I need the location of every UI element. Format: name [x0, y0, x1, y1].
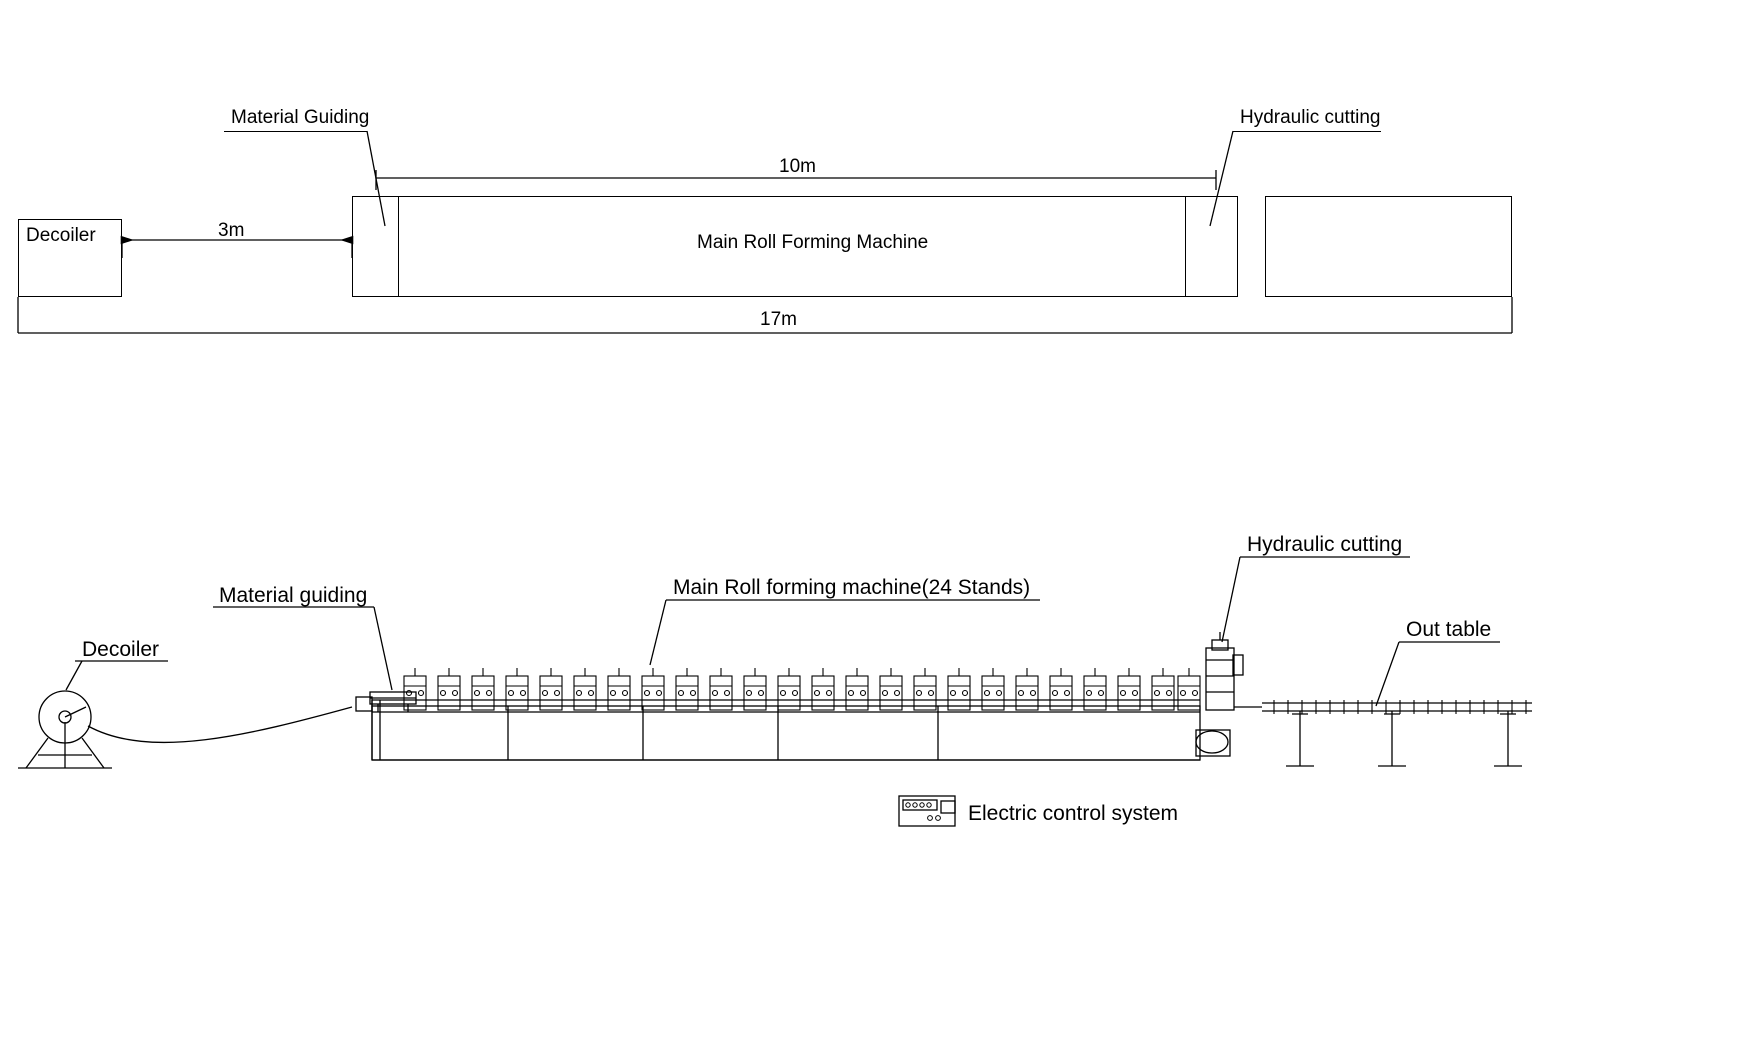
top-decoiler-label: Decoiler [26, 225, 96, 246]
side-main-machine-label: Main Roll forming machine(24 Stands) [673, 576, 1031, 599]
top-hydraulic-cutting-leader-h [1233, 131, 1381, 132]
dimension-10m-label: 10m [779, 156, 816, 177]
side-decoiler-label: Decoiler [82, 638, 160, 661]
side-out-table-label: Out table [1406, 618, 1492, 641]
top-material-guiding-label: Material Guiding [231, 107, 370, 128]
side-hydraulic-cutting-label: Hydraulic cutting [1247, 533, 1403, 556]
side-electric-control-label: Electric control system [968, 802, 1179, 825]
top-cutting-divider [1185, 196, 1186, 297]
top-out-table-box [1265, 196, 1512, 297]
top-material-guiding-leader-h [224, 131, 367, 132]
side-material-guiding-label: Material guiding [219, 584, 368, 607]
top-hydraulic-cutting-label: Hydraulic cutting [1240, 107, 1381, 128]
top-main-machine-label: Main Roll Forming Machine [697, 232, 929, 253]
dimension-17m-label: 17m [760, 309, 797, 330]
top-guiding-divider [398, 196, 399, 297]
dimension-3m-label: 3m [218, 220, 245, 241]
